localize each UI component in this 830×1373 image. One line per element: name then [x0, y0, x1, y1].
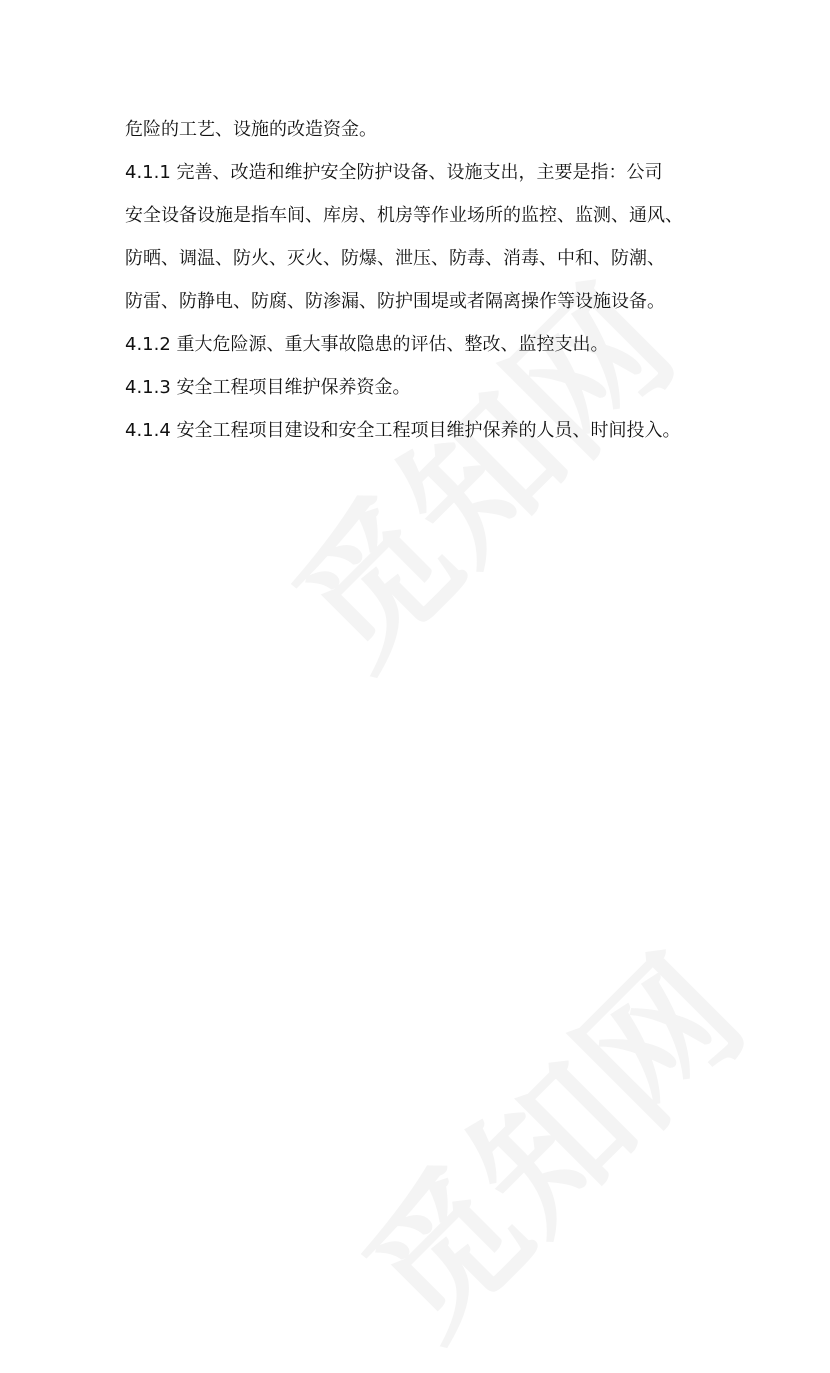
paragraph-line: 4.1.3 安全工程项目维护保养资金。 [125, 377, 411, 398]
paragraph-line: 4.1.2 重大危险源、重大事故隐患的评估、整改、监控支出。 [125, 334, 609, 355]
paragraph-line: 防雷、防静电、防腐、防渗漏、防护围堤或者隔离操作等设施设备。 [125, 291, 665, 312]
paragraph-line: 安全设备设施是指车间、库房、机房等作业场所的监控、监测、通风、 [125, 205, 683, 226]
paragraph-line: 4.1.1 完善、改造和维护安全防护设备、设施支出，主要是指：公司 [125, 162, 663, 183]
document-body [125, 108, 715, 452]
watermark [310, 903, 781, 1373]
paragraph-line: 4.1.4 安全工程项目建设和安全工程项目维护保养的人员、时间投入。 [125, 420, 681, 441]
paragraph-line: 危险的工艺、设施的改造资金。 [125, 119, 377, 140]
paragraph-line: 防晒、调温、防火、灭火、防爆、泄压、防毒、消毒、中和、防潮、 [125, 248, 665, 269]
